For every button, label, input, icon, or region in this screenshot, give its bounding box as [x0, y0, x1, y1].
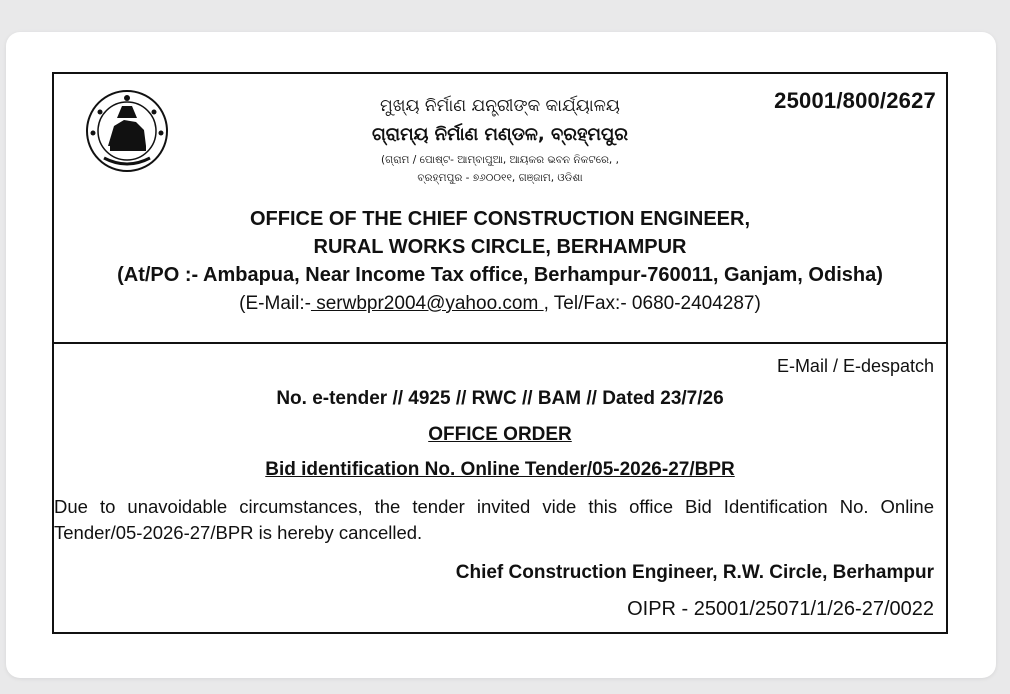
despatch-mode: E-Mail / E-despatch: [776, 356, 934, 376]
odia-address-line2: ବ୍ରହ୍ମପୁର - ୭୬୦୦୧୧, ଗଞ୍ଜାମ, ଓଡିଶା: [417, 172, 583, 184]
odia-address-line1: (ଗ୍ରାମ / ପୋଷ୍ଟ- ଆମ୍ବାପୁଆ, ଆୟକର ଭବନ ନିକଟରେ, ,: [381, 154, 619, 166]
email-prefix: (E-Mail:-: [239, 293, 311, 314]
odia-office-title: ମୁଖ୍ୟ ନିର୍ମାଣ ଯନ୍ତ୍ରୀଙ୍କ କାର୍ଯ୍ୟାଳୟ: [380, 96, 620, 116]
signatory: Chief Construction Engineer, R.W. Circle, Berhampur: [455, 562, 934, 583]
circle-title: RURAL WORKS CIRCLE, BERHAMPUR: [313, 236, 687, 258]
letterhead: [54, 74, 946, 344]
order-number: No. e-tender // 4925 // RWC // BAM // Dated 23/7/26: [276, 388, 724, 409]
notice-body: [54, 344, 946, 636]
bid-identification: Bid identification No. Online Tender/05-2026-27/BPR: [265, 459, 735, 480]
odia-circle-name: ଗ୍ରାମ୍ୟ ନିର୍ମାଣ ମଣ୍ଡଳ, ବ୍ରହ୍ମପୁର: [371, 124, 629, 145]
office-address: (At/PO :- Ambapua, Near Income Tax office, Berhampur-760011, Ganjam, Odisha): [117, 264, 883, 286]
office-title: OFFICE OF THE CHIEF CONSTRUCTION ENGINEER,: [249, 208, 750, 230]
order-title: OFFICE ORDER: [428, 424, 572, 445]
tel-fax: , Tel/Fax:- 0680-2404287): [543, 293, 761, 314]
oipr-number: OIPR - 25001/25071/1/26-27/0022: [627, 598, 934, 620]
cancellation-paragraph: Due to unavoidable circumstances, the tender invited vide this office Bid Identification No. Online Tender/05-2026-27/BPR is hereby cancelled.: [54, 496, 934, 543]
email-link[interactable]: serwbpr2004@yahoo.com: [310, 293, 544, 314]
reference-number: 25001/800/2627: [774, 88, 936, 113]
contact-line: [54, 293, 946, 315]
tender-notice: [52, 72, 948, 634]
